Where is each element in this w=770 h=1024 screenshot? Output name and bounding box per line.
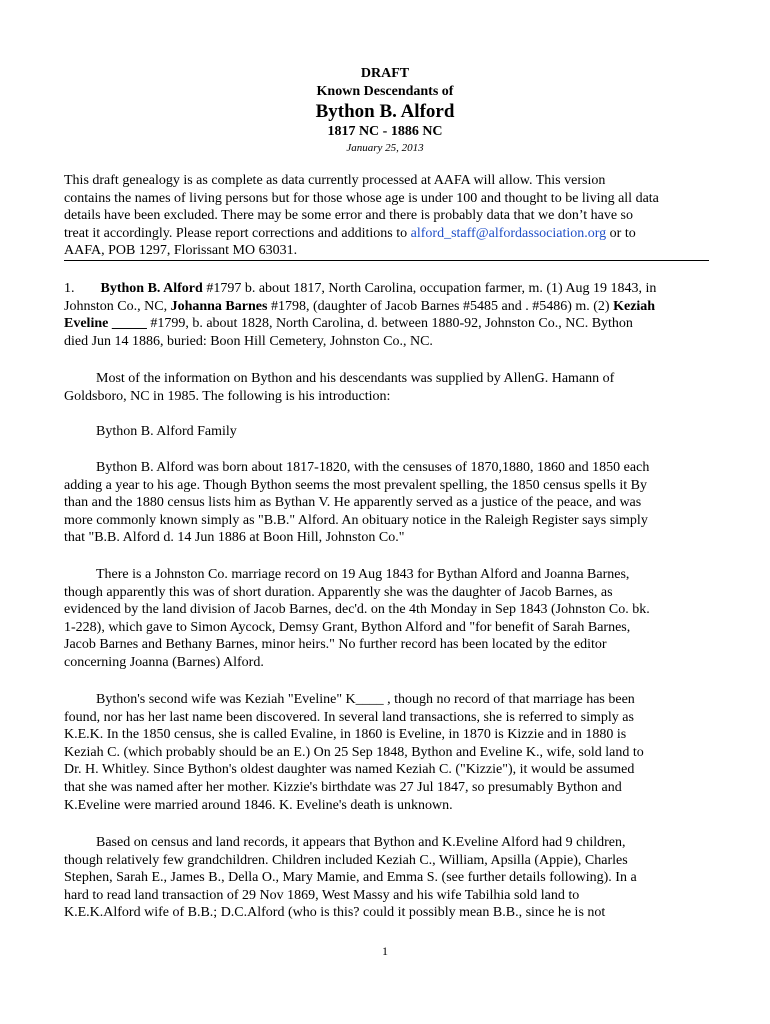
- body-line: Based on census and land records, it appears that Bython and K.Eveline Alford had 9 children,: [96, 835, 626, 850]
- body-line: K.E.K.Alford wife of B.B.; D.C.Alford (who is this? could it possibly mean B.B., since he is not: [64, 905, 606, 921]
- entry-line: [64, 298, 716, 316]
- body-line: found, nor has her last name been discovered. In several land transactions, she is referred to simply as: [64, 709, 634, 725]
- body-line: hard to read land transaction of 29 Nov 1869, West Massy and his wife Tabilhia sold land to: [64, 887, 580, 903]
- entry-text: #1797 b. about 1817, North Carolina, occupation farmer, m. (1) Aug 19 1843, in: [202, 281, 657, 296]
- entry-text: #1798, (daughter of Jacob Barnes #5485 and . #5486) m. (2): [267, 298, 614, 314]
- subtitle: Known Descendants of: [316, 84, 454, 99]
- page-title: Bython B. Alford: [315, 101, 455, 122]
- body-line: Bython's second wife was Keziah "Eveline" K____ , though no record of that marriage has been: [96, 692, 635, 707]
- section-heading: [64, 423, 716, 441]
- body-line: Keziah C. (which probably should be an E.) On 25 Sep 1848, Bython and Eveline K., wife, sold land to: [64, 744, 644, 760]
- body-paragraph: [64, 459, 716, 547]
- body-line: Jacob Barnes and Bethany Barnes, minor heirs." No further record has been located by the editor: [64, 637, 607, 653]
- draft-label: DRAFT: [360, 66, 410, 81]
- entry-line: died Jun 14 1886, buried: Boon Hill Cemetery, Johnston Co., NC.: [64, 333, 433, 349]
- body-line: There is a Johnston Co. marriage record on 19 Aug 1843 for Bythan Alford and Joanna Barnes,: [96, 567, 630, 582]
- body-line: Stephen, Sarah E., James B., Della O., Mary Mamie, and Emma S. (see further details following). In a: [64, 870, 637, 886]
- page-number: 1: [382, 944, 388, 958]
- body-paragraph: [64, 834, 716, 922]
- body-line: that she was named after her mother. Kizzie's birthdate was 27 Jul 1847, so presumably Bython and: [64, 779, 622, 795]
- body-line: Bython B. Alford Family: [96, 424, 237, 439]
- email-link[interactable]: alford_staff@alfordassociation.org: [410, 225, 607, 241]
- person-name: Bython B. Alford: [100, 281, 203, 296]
- document-date: January 25, 2013: [346, 142, 424, 154]
- intro-line: This draft genealogy is as complete as data currently processed at AAFA will allow. This version: [64, 173, 606, 188]
- body-line: Dr. H. Whitley. Since Bython's oldest daughter was named Keziah C. ("Kizzie"), it would be assumed: [64, 762, 635, 778]
- body-paragraph: [64, 691, 716, 814]
- body-line: Goldsboro, NC in 1985. The following is his introduction:: [64, 388, 391, 404]
- body-line: 1-228), which gave to Simon Aycock, Demsy Grant, Bython Alford and "for benefit of Sarah Barnes,: [64, 619, 631, 635]
- intro-text: or to: [606, 225, 636, 241]
- body-line: more commonly known simply as "B.B." Alford. An obituary notice in the Raleigh Register says simply: [64, 512, 648, 528]
- body-line: adding a year to his age. Though Bython seems the most prevalent spelling, the 1850 census spells it By: [64, 477, 647, 493]
- body-line: evidenced by the land division of Jacob Barnes, dec'd. on the 4th Monday in Sep 1843 (Johnston Co. bk.: [64, 602, 650, 618]
- body-line: that "B.B. Alford d. 14 Jun 1886 at Boon Hill, Johnston Co.": [64, 530, 405, 546]
- body-line: concerning Joanna (Barnes) Alford.: [64, 654, 264, 670]
- body-line: K.Eveline were married around 1846. K. Eveline's death is unknown.: [64, 797, 453, 813]
- intro-paragraph: [64, 172, 716, 260]
- intro-line: details have been excluded. There may be some error and there is probably data that we don’t have so: [64, 208, 633, 224]
- body-line: than and the 1880 census lists him as Bythan V. He apparently served as a justice of the peace, and was: [64, 495, 642, 511]
- entry-text: Johnston Co., NC,: [64, 298, 171, 314]
- section-divider: [64, 260, 709, 261]
- body-line: though apparently this was of short duration. Apparently she was the daughter of Jacob Barnes, as: [64, 584, 613, 600]
- entry-line: [64, 315, 716, 333]
- body-paragraph: [64, 370, 716, 405]
- spouse-name: Eveline _____: [64, 316, 147, 332]
- body-line: Bython B. Alford was born about 1817-1820, with the censuses of 1870,1880, 1860 and 1850 each: [96, 460, 650, 475]
- entry-line: [64, 280, 716, 298]
- body-line: K.E.K. In the 1850 census, she is called Evaline, in 1860 is Eveline, in 1870 is Kizzie and in 1880 is: [64, 727, 627, 743]
- intro-text: treat it accordingly. Please report corrections and additions to: [64, 225, 411, 241]
- intro-line: [64, 225, 716, 243]
- spouse-name: Johanna Barnes: [170, 298, 268, 314]
- entry-1-paragraph: [64, 280, 716, 350]
- intro-line: AAFA, POB 1297, Florissant MO 63031.: [64, 243, 298, 259]
- entry-text: #1799, b. about 1828, North Carolina, d. between 1880-92, Johnston Co., NC. Bython: [146, 316, 633, 332]
- body-paragraph: [64, 566, 716, 672]
- spouse-name: Keziah: [613, 298, 656, 314]
- body-line: Most of the information on Bython and his descendants was supplied by AllenG. Hamann of: [96, 371, 615, 386]
- entry-number: 1.: [64, 281, 75, 296]
- intro-line: contains the names of living persons but for those whose age is under 100 and thought to be living all data: [64, 190, 659, 206]
- body-line: though relatively few grandchildren. Children included Keziah C., William, Apsilla (Appie), Charles: [64, 852, 628, 868]
- life-span: 1817 NC - 1886 NC: [327, 124, 443, 139]
